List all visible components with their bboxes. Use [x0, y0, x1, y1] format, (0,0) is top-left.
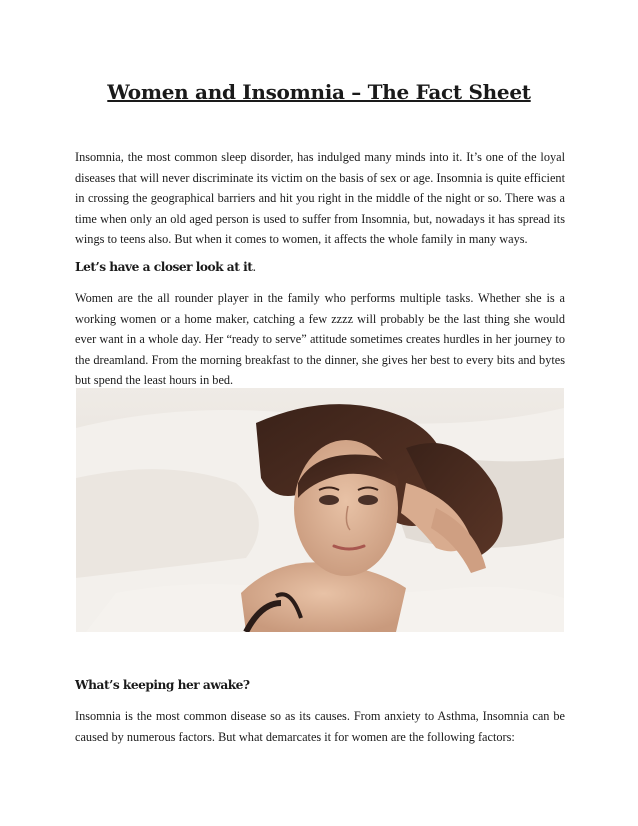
woman-lying-awake-photo	[76, 388, 564, 632]
section-heading-closer-look	[75, 260, 256, 274]
section-heading-period: .	[252, 260, 256, 274]
section-heading-keeping-awake: What’s keeping her awake?	[75, 678, 250, 692]
intro-paragraph: Insomnia, the most common sleep disorder, has indulged many minds into it. It’s one of the loyal diseases that will never discriminate its victim on the basis of sex or age. Insomnia is quite efficient in crossing the geographical barriers and hit you right in the middle of the night or so. There was a time when only an old aged person is used to suffer from Insomnia, but, nowadays it has spread its wings to teens also. But when it comes to women, it affects the whole family in many ways.	[75, 150, 565, 247]
closer-look-paragraph: Women are the all rounder player in the family who performs multiple tasks. Whether she is a working women or a home maker, catching a few zzzz will probably be the last thing she would ever want in a whole day. Her “ready to serve” attitude sometimes creates hurdles in her journey to the dreamland. From the morning breakfast to the dinner, she gives her best to every bits and bytes but spend the least hours in bed.	[75, 291, 565, 388]
page-title: Women and Insomnia – The Fact Sheet	[107, 80, 531, 104]
section-heading-text: Let’s have a closer look at it	[75, 260, 253, 274]
keeping-awake-paragraph: Insomnia is the most common disease so as its causes. From anxiety to Asthma, Insomnia can be caused by numerous factors. But what demarcates it for women are the following factors:	[75, 709, 565, 744]
